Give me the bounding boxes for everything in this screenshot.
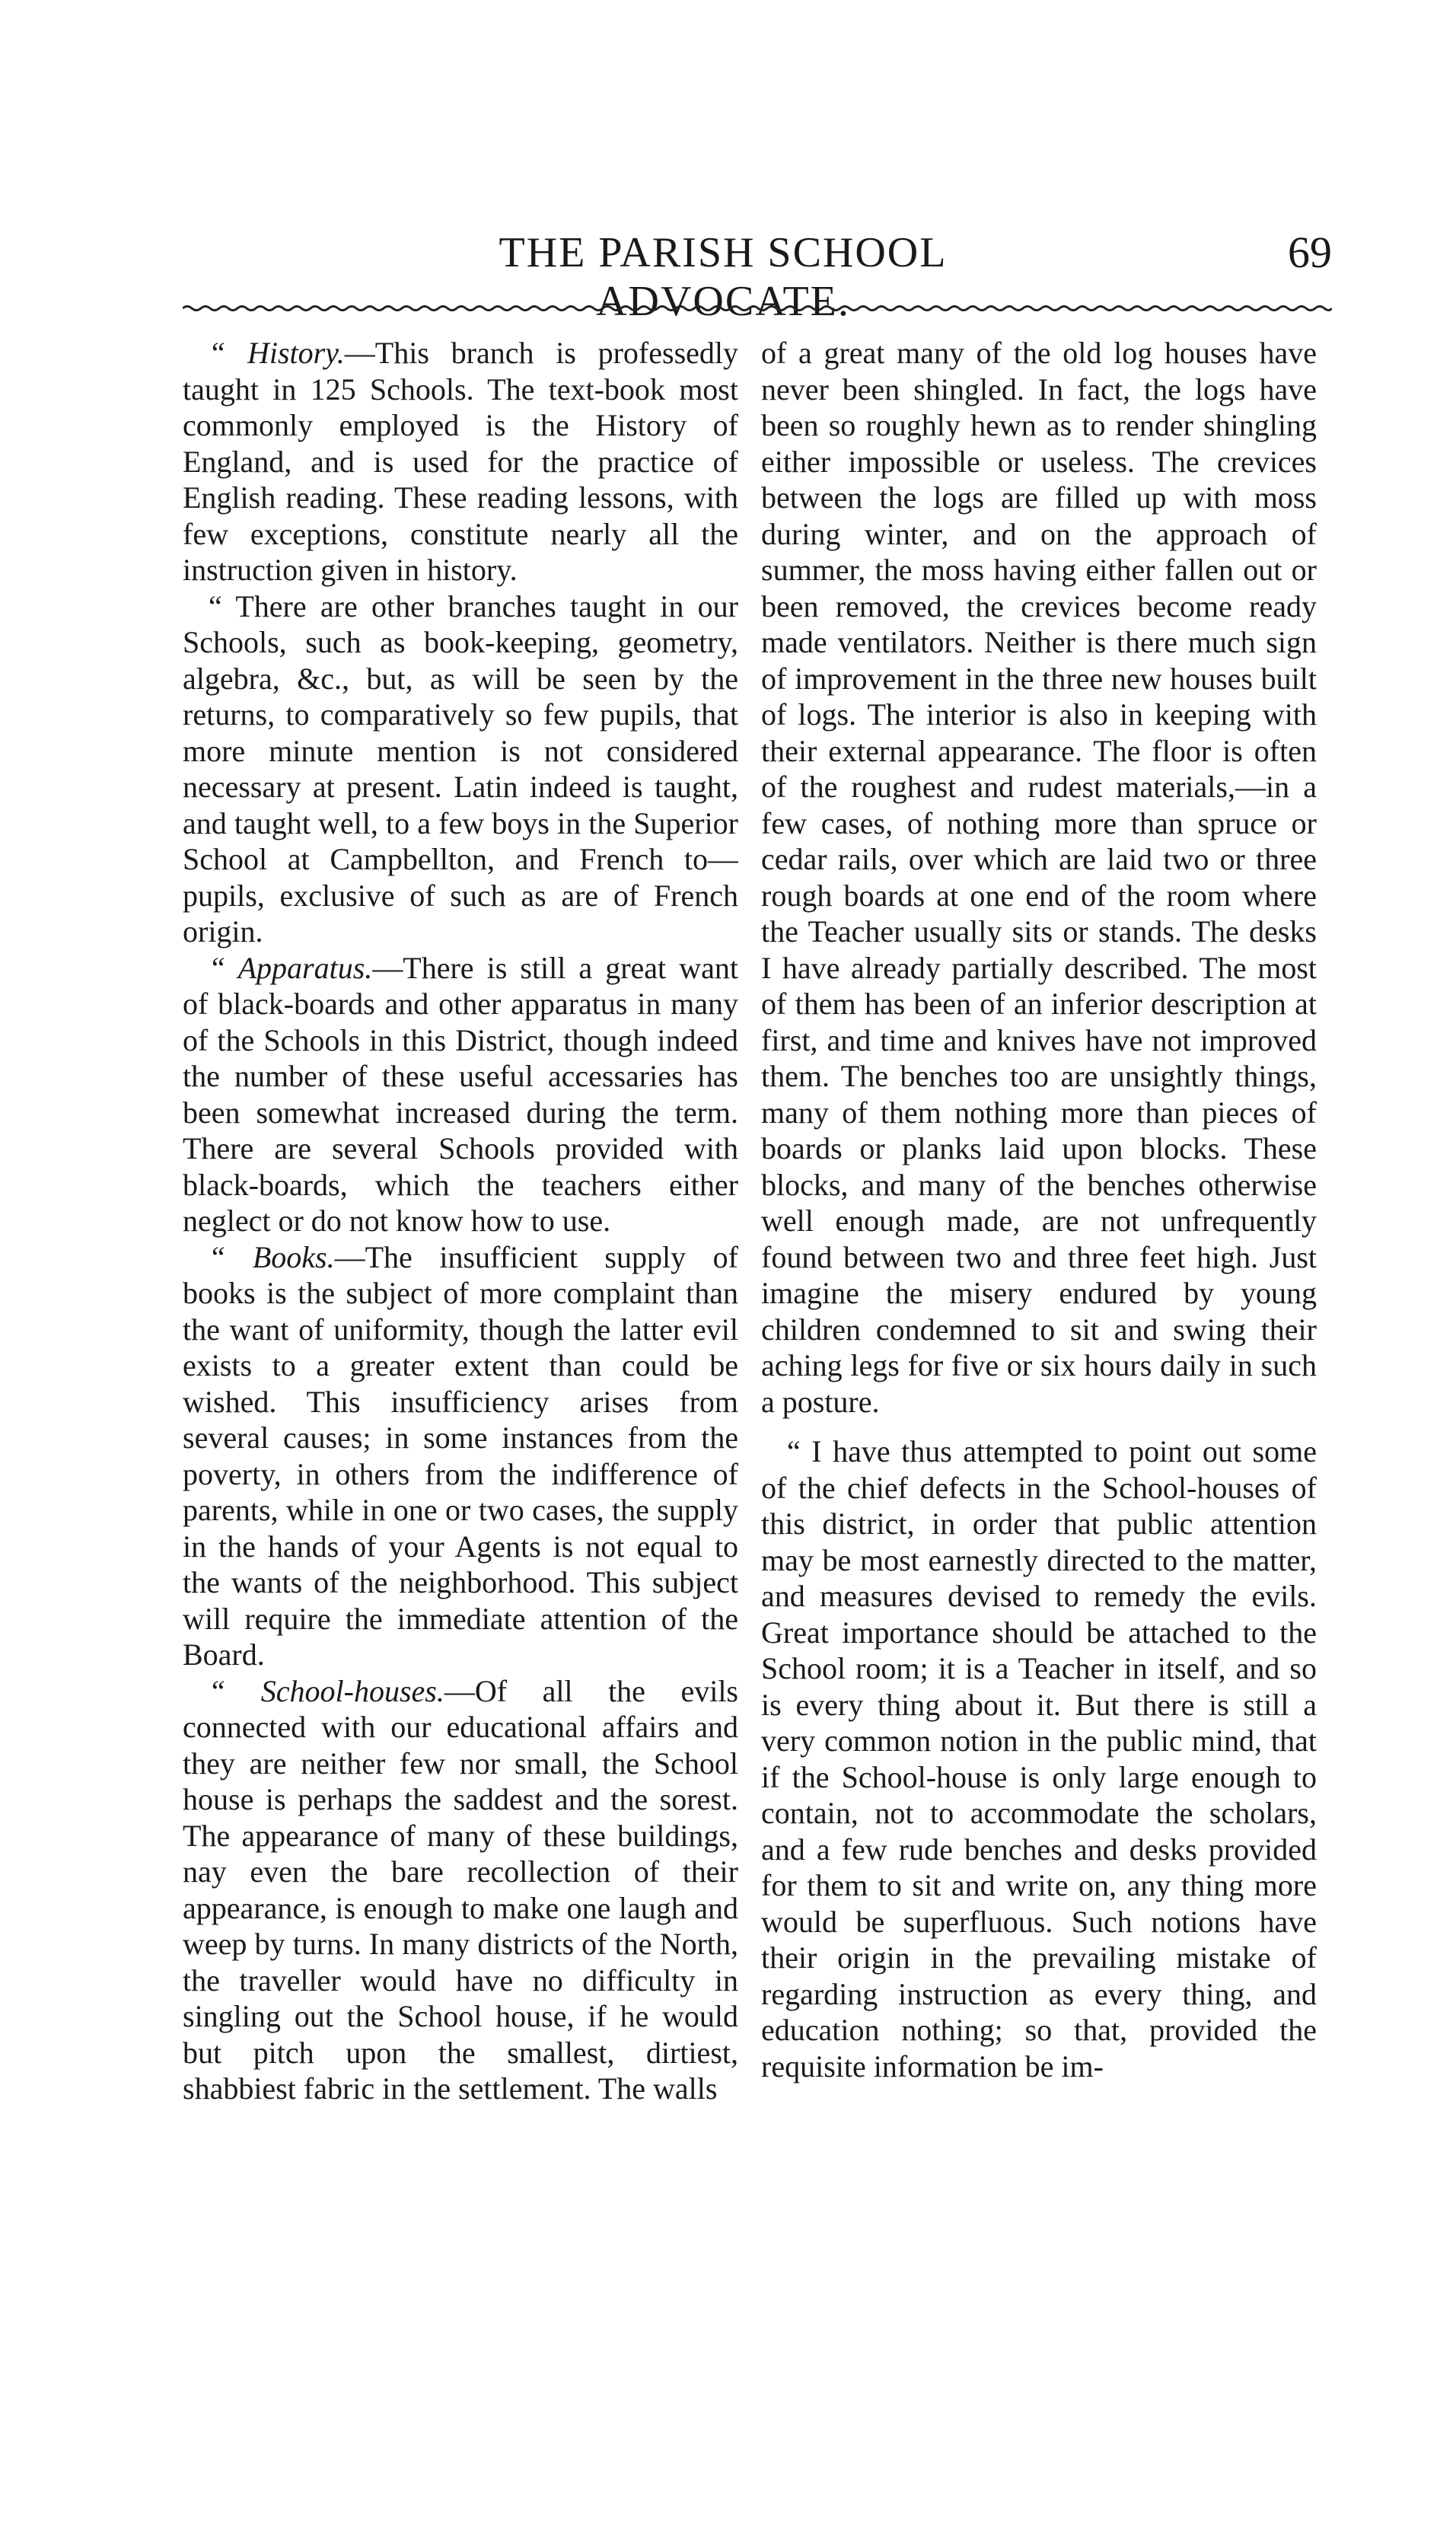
decorative-wavy-rule	[183, 303, 1332, 314]
paragraph-text: —The insufficient supply of books is the subject of more complaint than the want of uniformity, though the latter evil exists to a greater extent than could be wished. This insufficiency arises from several causes; in some instances from the poverty, in others from the indifference of parents, while in one or two cases, the supply in the hands of your Agents is not equal to the wants of the neighborhood. This subject will require the immediate attention of the Board.	[183, 1239, 738, 1672]
paragraph-apparatus	[183, 950, 738, 1239]
paragraph-text: —Of all the evils connected with our educational affairs and they are neither few nor small, the School house is perhaps the saddest and the sorest. The appearance of many of these buildings, nay even the bare recollection of their appearance, is enough to make one laugh and weep by turns. In many districts of the North, the traveller would have no difficulty in singling out the School house, if he would but pitch upon the smallest, dirtiest, shabbiest fabric in the settlement. The walls	[183, 1673, 738, 2106]
paragraph-chief-defects	[761, 1433, 1317, 2084]
left-text-column	[183, 335, 738, 2451]
paragraph-text: of a great many of the old log houses have never been shingled. In fact, the logs have been so roughly hewn as to render shingling either impossible or useless. The crevices between the logs are filled up with moss during winter, and on the approach of summer, the moss having either fallen out or been removed, the crevices become ready made ventilators. Neither is there much sign of improvement in the three new houses built of logs. The interior is also in keeping with their external appearance. The floor is often of the roughest and rudest materials,—in a few cases, of nothing more than spruce or cedar rails, over which are laid two or three rough boards at one end of the room where the Teacher usually sits or stands. The desks I have already partially described. The most of them has been of an inferior description at first, and time and knives have not improved them. The benches too are unsightly things, many of them nothing more than pieces of boards or planks laid upon blocks. These blocks, and many of the benches otherwise well enough made, are not unfrequently found between two and three feet high. Just imagine the misery endured by young children condemned to sit and swing their aching legs for five or six hours daily in such a posture.	[761, 336, 1317, 1419]
paragraph-school-houses	[183, 1673, 738, 2107]
paragraph-log-houses	[761, 335, 1317, 1420]
paragraph-text: “ There are other branches taught in our Schools, such as book-keeping, geometry, algebra, &c., but, as will be seen by the returns, to comparatively so few pupils, that more minute mention is not considered necessary at present. Latin indeed is taught, and taught well, to a few boys in the Superior School at Campbellton, and French to—pupils, exclusive of such as are of French origin.	[183, 588, 738, 949]
section-lead: “ History.	[209, 336, 345, 370]
page-number: 69	[1288, 228, 1332, 277]
section-lead: “ Apparatus.	[209, 950, 373, 985]
paragraph-text: “ I have thus attempted to point out some of the chief defects in the School-houses of this district, in order that public attention may be most earnestly directed to the matter, and measures devised to remedy the evils. Great importance should be attached to the School room; it is a Teacher in itself, and so is every thing about it. But there is still a very common notion in the public mind, that if the School-house is only large enough to contain, not to accommodate the scholars, and a few rude benches and desks provided for them to sit and write on, any thing more would be superfluous. Such notions have their origin in the prevailing mistake of regarding instruction as every thing, and education nothing; so that, provided the requisite information be im-	[761, 1434, 1317, 2084]
right-text-column	[761, 335, 1317, 2451]
section-lead: “ School-houses.	[209, 1673, 444, 1708]
running-header-title: THE PARISH SCHOOL ADVOCATE.	[499, 229, 948, 325]
section-lead: “ Books.	[209, 1239, 335, 1274]
paragraph-text: —This branch is professedly taught in 125 Schools. The text-book most commonly employed is the History of England, and is used for the practice of English reading. These reading lessons, with few exceptions, constitute nearly all the instruction given in history.	[183, 336, 738, 587]
wavy-rule-line	[183, 307, 1332, 311]
paragraph-text: —There is still a great want of black-boards and other apparatus in many of the Schools in this District, though indeed the number of these useful accessaries has been somewhat increased during the term. There are several Schools provided with black-boards, which the teachers either neglect or do not know how to use.	[183, 950, 738, 1238]
paragraph-history	[183, 335, 738, 588]
paragraph-other-branches	[183, 588, 738, 950]
paragraph-books	[183, 1239, 738, 1673]
